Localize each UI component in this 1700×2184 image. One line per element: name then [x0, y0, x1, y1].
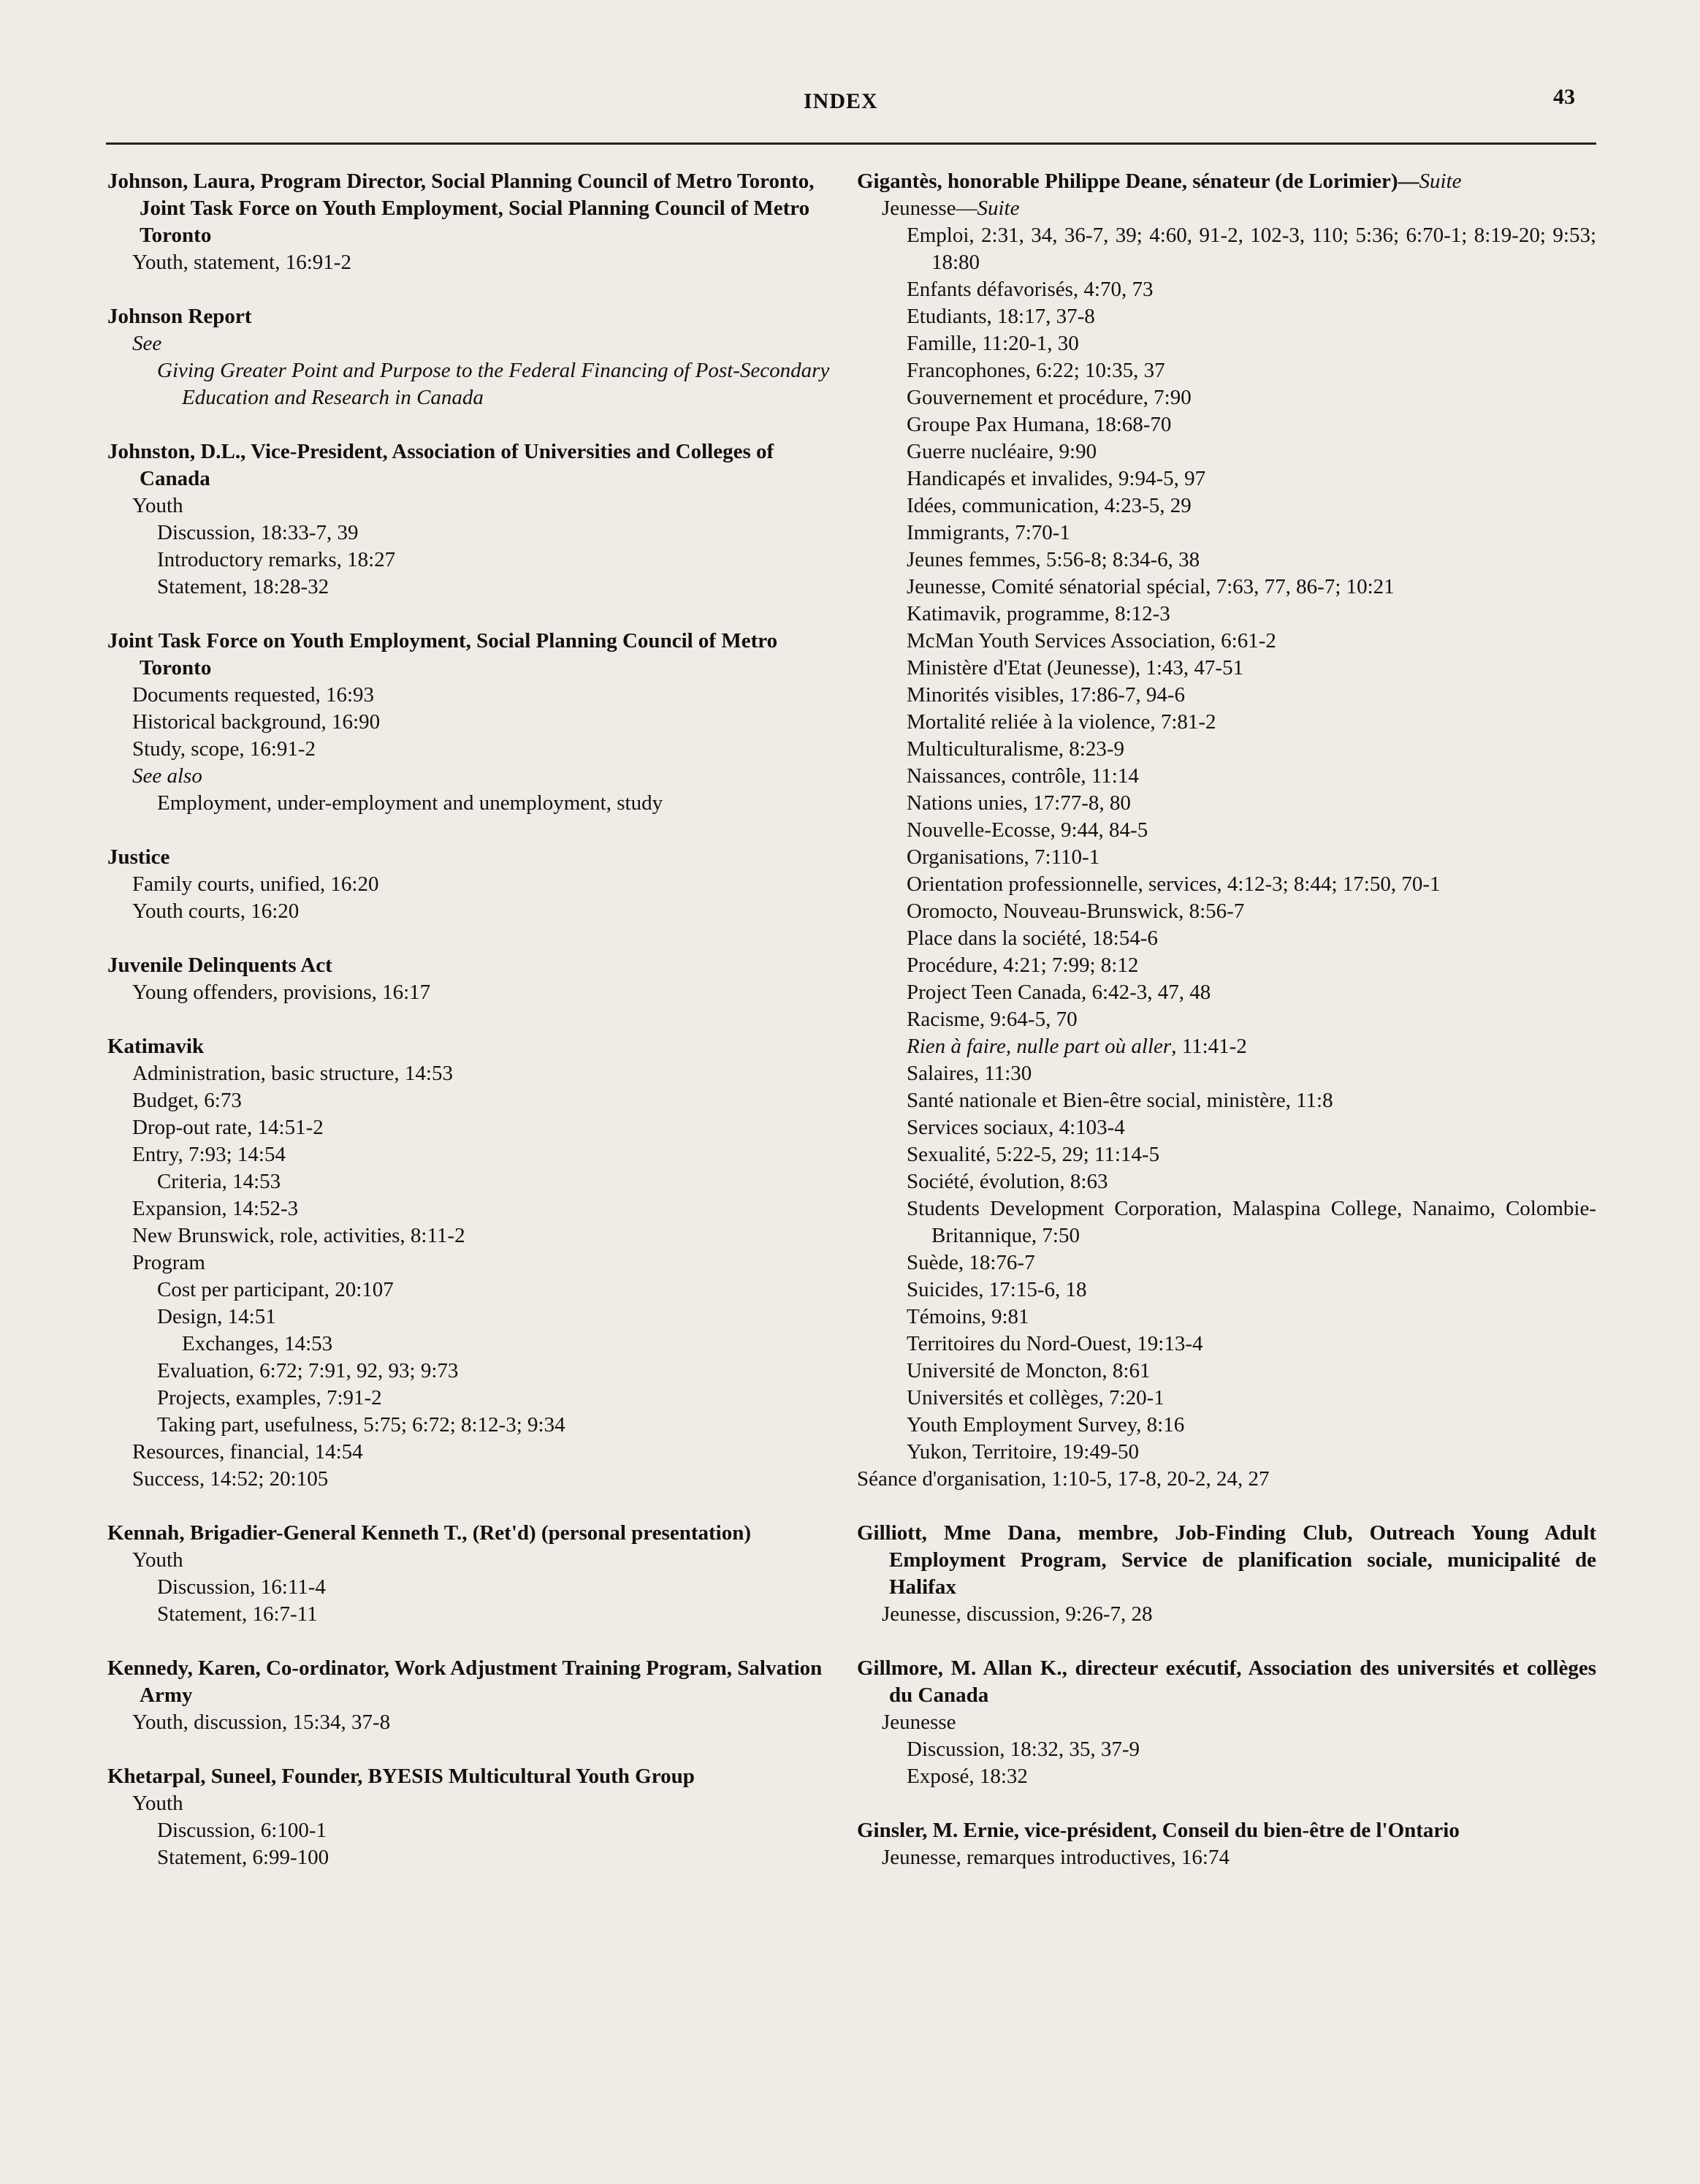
entry-line: Handicapés et invalides, 9:94-5, 97 — [907, 467, 1206, 490]
entry-line: Immigrants, 7:70-1 — [907, 521, 1070, 544]
entry-line: Groupe Pax Humana, 18:68-70 — [907, 413, 1172, 436]
entry-line: Discussion, 16:11-4 — [157, 1575, 326, 1599]
entry-heading-text: Gigantès, honorable Philippe Deane, sénateur (de Lorimier)— — [857, 170, 1419, 193]
entry-line: Racisme, 9:64-5, 70 — [907, 1008, 1078, 1031]
entry-line: Services sociaux, 4:103-4 — [907, 1116, 1125, 1139]
entry-line: Entry, 7:93; 14:54 — [132, 1143, 286, 1166]
entry-line: Idées, communication, 4:23-5, 29 — [907, 494, 1192, 517]
entry-line: Société, évolution, 8:63 — [907, 1170, 1108, 1193]
publication-title: Rien à faire, nulle part où aller — [907, 1035, 1172, 1058]
entry-line: Nations unies, 17:77-8, 80 — [907, 791, 1131, 815]
entry-line: Resources, financial, 14:54 — [132, 1440, 363, 1464]
index-entry-katimavik — [107, 1033, 838, 1493]
entry-line: Historical background, 16:90 — [132, 710, 381, 734]
entry-line: Sexualité, 5:22-5, 29; 11:14-5 — [907, 1143, 1160, 1166]
entry-line: Etudiants, 18:17, 37-8 — [907, 305, 1095, 328]
entry-heading: Ginsler, M. Ernie, vice-président, Conseil du bien-être de l'Ontario — [857, 1819, 1460, 1842]
suite-label: Suite — [977, 197, 1020, 220]
entry-heading: Joint Task Force on Youth Employment, Social Planning Council of Metro Toronto — [107, 629, 778, 680]
entry-line: Naissances, contrôle, 11:14 — [907, 764, 1139, 788]
entry-line: Youth, discussion, 15:34, 37-8 — [132, 1711, 391, 1734]
entry-heading: Johnston, D.L., Vice-President, Association of Universities and Colleges of Canada — [107, 440, 774, 490]
entry-heading: Juvenile Delinquents Act — [107, 954, 332, 977]
index-entry-johnson-report — [107, 303, 838, 411]
entry-subheading: Youth — [132, 1548, 183, 1572]
entry-line: Administration, basic structure, 14:53 — [132, 1062, 453, 1085]
entry-line: Famille, 11:20-1, 30 — [907, 332, 1079, 355]
entry-line: McMan Youth Services Association, 6:61-2 — [907, 629, 1276, 652]
index-entry-gillmore — [857, 1655, 1596, 1790]
entry-line: Young offenders, provisions, 16:17 — [132, 981, 431, 1004]
entry-line: Emploi, 2:31, 34, 36-7, 39; 4:60, 91-2, 102-3, 110; 5:36; 6:70-1; 8:19-20; 9:53; 18:80 — [907, 224, 1596, 274]
entry-line: Program — [132, 1251, 205, 1274]
entry-heading: Johnson Report — [107, 305, 252, 328]
entry-line: Discussion, 18:33-7, 39 — [157, 521, 359, 544]
entry-line: Yukon, Territoire, 19:49-50 — [907, 1440, 1139, 1464]
left-column — [107, 168, 838, 1898]
entry-heading: Justice — [107, 845, 170, 869]
entry-heading: Kennah, Brigadier-General Kenneth T., (Ret'd) (personal presentation) — [107, 1521, 751, 1545]
entry-heading: Kennedy, Karen, Co-ordinator, Work Adjustment Training Program, Salvation Army — [107, 1656, 823, 1707]
entry-subheading — [857, 195, 1596, 222]
subheading-text: Jeunesse— — [882, 197, 977, 220]
header-rule — [106, 142, 1596, 145]
entry-line: Study, scope, 16:91-2 — [132, 737, 316, 761]
entry-line: Séance d'organisation, 1:10-5, 17-8, 20-2, 24, 27 — [857, 1467, 1270, 1491]
entry-line: Universités et collèges, 7:20-1 — [907, 1386, 1165, 1409]
entry-heading: Katimavik — [107, 1035, 205, 1058]
see-also-reference: Employment, under-employment and unemployment, study — [157, 791, 663, 815]
entry-line: Discussion, 6:100-1 — [157, 1819, 327, 1842]
entry-line: Design, 14:51 — [157, 1305, 276, 1328]
entry-heading: Johnson, Laura, Program Director, Social Planning Council of Metro Toronto, Joint Task Force on Youth Employment, Social Planning Council of Metro Toronto — [107, 170, 815, 247]
entry-line: Orientation professionnelle, services, 4:12-3; 8:44; 17:50, 70-1 — [907, 872, 1441, 896]
entry-line: New Brunswick, role, activities, 8:11-2 — [132, 1224, 465, 1247]
entry-line: Mortalité reliée à la violence, 7:81-2 — [907, 710, 1216, 734]
entry-line: Exchanges, 14:53 — [182, 1332, 333, 1355]
entry-line: Statement, 16:7-11 — [157, 1602, 318, 1626]
entry-line: Statement, 18:28-32 — [157, 575, 329, 598]
entry-line: Salaires, 11:30 — [907, 1062, 1032, 1085]
entry-line: Procédure, 4:21; 7:99; 8:12 — [907, 954, 1139, 977]
entry-heading: Khetarpal, Suneel, Founder, BYESIS Multicultural Youth Group — [107, 1765, 695, 1788]
entry-line: Témoins, 9:81 — [907, 1305, 1029, 1328]
entry-line: Guerre nucléaire, 9:90 — [907, 440, 1097, 463]
entry-line: Suicides, 17:15-6, 18 — [907, 1278, 1087, 1301]
index-entry-ginsler — [857, 1817, 1596, 1871]
index-entry-kennedy — [107, 1655, 838, 1736]
entry-line: Katimavik, programme, 8:12-3 — [907, 602, 1170, 625]
entry-line: Youth, statement, 16:91-2 — [132, 251, 351, 274]
entry-line: Youth courts, 16:20 — [132, 899, 300, 923]
entry-subheading: Youth — [132, 494, 183, 517]
index-entry-juvenile-delinquents — [107, 952, 838, 1006]
entry-line: Oromocto, Nouveau-Brunswick, 8:56-7 — [907, 899, 1245, 923]
entry-line: Jeunesse, Comité sénatorial spécial, 7:63, 77, 86-7; 10:21 — [907, 575, 1395, 598]
index-entry-kennah — [107, 1520, 838, 1628]
index-entry-gigantes — [857, 168, 1596, 1493]
entry-line: Cost per participant, 20:107 — [157, 1278, 394, 1301]
entry-line: Place dans la société, 18:54-6 — [907, 927, 1158, 950]
entry-line: Statement, 6:99-100 — [157, 1846, 329, 1869]
entry-line: Taking part, usefulness, 5:75; 6:72; 8:12-3; 9:34 — [157, 1413, 565, 1437]
entry-line: Students Development Corporation, Malaspina College, Nanaimo, Colombie-Britannique, 7:50 — [907, 1197, 1596, 1247]
index-entry-johnson-laura — [107, 168, 838, 276]
entry-line: Francophones, 6:22; 10:35, 37 — [907, 359, 1165, 382]
entry-line: Suède, 18:76-7 — [907, 1251, 1035, 1274]
page-title: INDEX — [804, 89, 878, 113]
see-label: See — [132, 332, 162, 355]
entry-line: Santé nationale et Bien-être social, ministère, 11:8 — [907, 1089, 1333, 1112]
entry-line: Exposé, 18:32 — [907, 1765, 1028, 1788]
entry-line: Université de Moncton, 8:61 — [907, 1359, 1151, 1382]
entry-line: Discussion, 18:32, 35, 37-9 — [907, 1738, 1140, 1761]
entry-line: Family courts, unified, 16:20 — [132, 872, 379, 896]
entry-line: Enfants défavorisés, 4:70, 73 — [907, 278, 1154, 301]
entry-heading: Gilliott, Mme Dana, membre, Job-Finding Club, Outreach Young Adult Employment Program, Service de planification sociale, municipalité de Halifax — [857, 1521, 1596, 1599]
entry-heading: Gillmore, M. Allan K., directeur exécutif, Association des universités et collèges du Canada — [857, 1656, 1596, 1707]
see-reference: Giving Greater Point and Purpose to the Federal Financing of Post-Secondary Education and Research in Canada — [157, 359, 830, 409]
gigantes-lines — [857, 222, 1596, 1033]
entry-line: Documents requested, 16:93 — [132, 683, 375, 707]
entry-line: Expansion, 14:52-3 — [132, 1197, 299, 1220]
entry-line: Evaluation, 6:72; 7:91, 92, 93; 9:73 — [157, 1359, 459, 1382]
index-entry-justice — [107, 844, 838, 925]
suite-label: Suite — [1419, 170, 1462, 193]
entry-line: Criteria, 14:53 — [157, 1170, 281, 1193]
entry-subheading: Jeunesse — [882, 1711, 956, 1734]
index-entry-gilliott — [857, 1520, 1596, 1628]
entry-line: Jeunesse, discussion, 9:26-7, 28 — [882, 1602, 1153, 1626]
right-column — [857, 168, 1596, 1898]
entry-line: Nouvelle-Ecosse, 9:44, 84-5 — [907, 818, 1148, 842]
entry-line: Multiculturalisme, 8:23-9 — [907, 737, 1125, 761]
index-entry-khetarpal — [107, 1763, 838, 1871]
entry-line: Jeunes femmes, 5:56-8; 8:34-6, 38 — [907, 548, 1200, 571]
entry-line: Organisations, 7:110-1 — [907, 845, 1100, 869]
publication-ref: , 11:41-2 — [1171, 1035, 1247, 1058]
entry-line: Jeunesse, remarques introductives, 16:74 — [882, 1846, 1230, 1869]
entry-line: Drop-out rate, 14:51-2 — [132, 1116, 324, 1139]
entry-subheading: Youth — [132, 1792, 183, 1815]
entry-line: Project Teen Canada, 6:42-3, 47, 48 — [907, 981, 1211, 1004]
see-also-label: See also — [132, 764, 202, 788]
entry-heading — [857, 168, 1596, 195]
index-entry-johnston — [107, 438, 838, 601]
entry-line: Territoires du Nord-Ouest, 19:13-4 — [907, 1332, 1203, 1355]
entry-line: Minorités visibles, 17:86-7, 94-6 — [907, 683, 1186, 707]
entry-line: Projects, examples, 7:91-2 — [157, 1386, 382, 1409]
entry-line — [857, 1033, 1596, 1060]
entry-line: Introductory remarks, 18:27 — [157, 548, 396, 571]
index-entry-joint-task-force — [107, 628, 838, 817]
entry-line: Youth Employment Survey, 8:16 — [907, 1413, 1185, 1437]
entry-line: Budget, 6:73 — [132, 1089, 242, 1112]
entry-line: Ministère d'Etat (Jeunesse), 1:43, 47-51 — [907, 656, 1244, 680]
entry-line: Success, 14:52; 20:105 — [132, 1467, 329, 1491]
entry-line: Gouvernement et procédure, 7:90 — [907, 386, 1192, 409]
page-number: 43 — [1553, 85, 1575, 109]
gigantes-lines-2 — [857, 1060, 1596, 1466]
